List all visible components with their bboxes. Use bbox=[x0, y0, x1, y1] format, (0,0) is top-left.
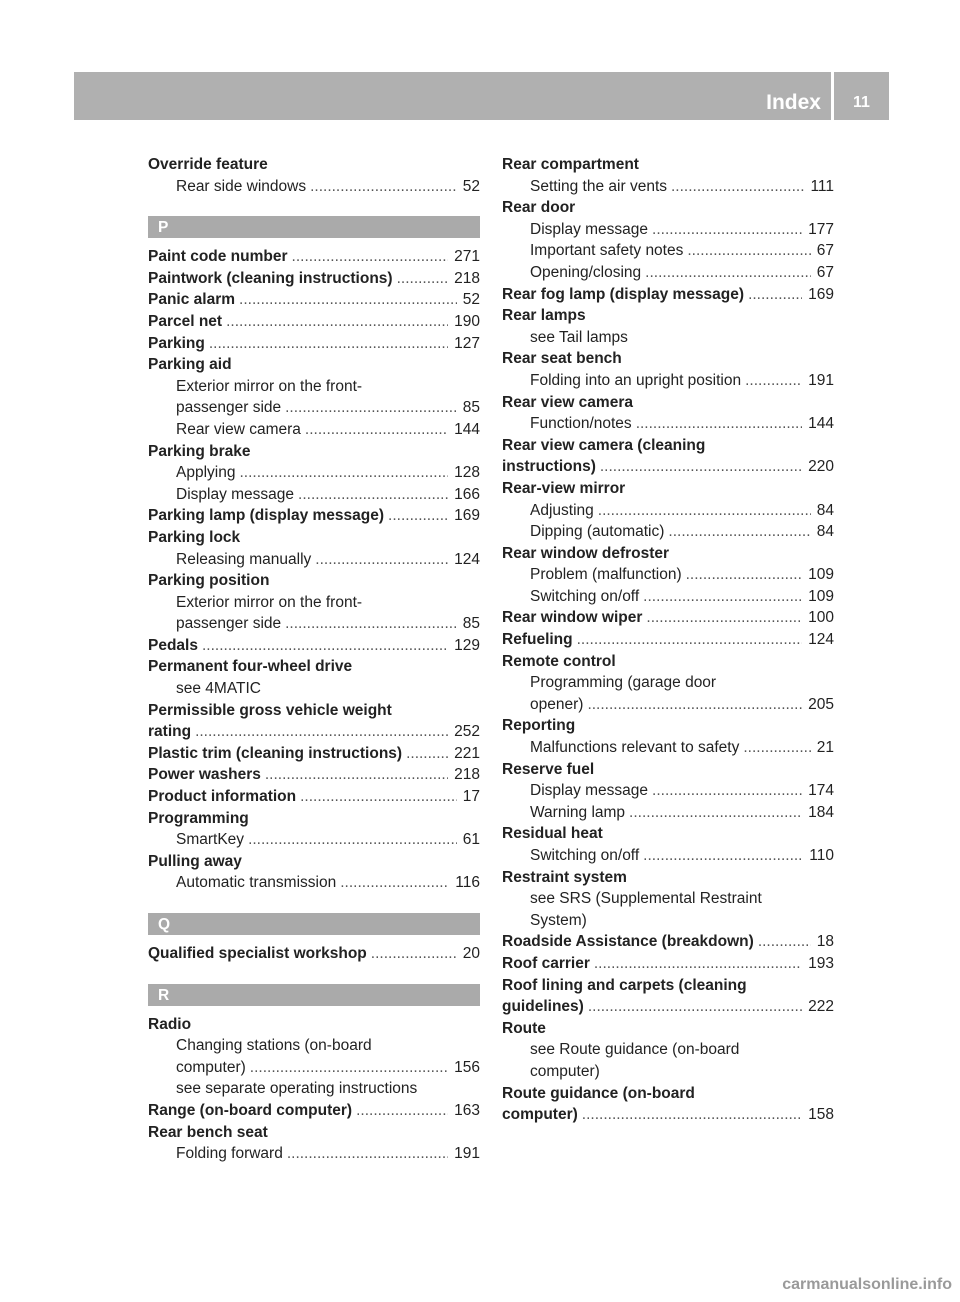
dot-leader bbox=[195, 721, 448, 743]
entry-text: computer) bbox=[502, 1106, 578, 1124]
page-ref[interactable]: 124 bbox=[808, 631, 834, 649]
dot-leader bbox=[652, 780, 802, 802]
entry-text: Rear window defroster bbox=[502, 544, 670, 562]
entry-text: Range (on-board computer) bbox=[148, 1101, 353, 1119]
entry-text: Restraint system bbox=[502, 868, 627, 886]
page-ref[interactable]: 144 bbox=[808, 415, 834, 433]
entry-text: Parking lamp (display message) bbox=[148, 507, 385, 525]
index-subentry[interactable] bbox=[502, 694, 834, 716]
index-subentry[interactable] bbox=[502, 737, 834, 759]
entry-text: passenger side bbox=[176, 399, 282, 417]
entry-text: opener) bbox=[530, 695, 584, 713]
index-entry bbox=[502, 975, 834, 997]
page-ref[interactable]: 190 bbox=[454, 312, 480, 330]
dot-leader bbox=[202, 635, 448, 657]
index-entry bbox=[502, 348, 834, 370]
index-entry bbox=[502, 651, 834, 673]
entry-text: Display message bbox=[530, 782, 649, 800]
index-entry bbox=[502, 1083, 834, 1105]
entry-text: see separate operating instructions bbox=[176, 1080, 418, 1098]
page-ref[interactable]: 20 bbox=[462, 945, 480, 962]
index-subentry[interactable] bbox=[148, 176, 480, 198]
index-entry bbox=[148, 700, 480, 722]
index-entry bbox=[148, 441, 480, 463]
section-letter-r: R bbox=[148, 984, 480, 1006]
index-subentry[interactable] bbox=[148, 549, 480, 571]
entry-text: Rear-view mirror bbox=[502, 479, 626, 497]
page-ref[interactable]: 17 bbox=[462, 788, 480, 806]
index-subentry bbox=[148, 1035, 480, 1057]
page-header-bar bbox=[74, 72, 889, 120]
dot-leader bbox=[300, 786, 457, 808]
index-entry[interactable] bbox=[502, 931, 834, 953]
index-subentry[interactable] bbox=[502, 176, 834, 198]
page-ref[interactable]: 61 bbox=[462, 831, 480, 849]
index-entry[interactable] bbox=[148, 786, 480, 808]
entry-text: Roadside Assistance (breakdown) bbox=[502, 933, 754, 951]
dot-leader bbox=[577, 629, 803, 651]
entry-text: guidelines) bbox=[502, 998, 584, 1016]
dot-leader bbox=[758, 931, 811, 953]
entry-text: Power washers bbox=[148, 766, 261, 784]
entry-text: computer) bbox=[176, 1058, 246, 1076]
page-ref[interactable]: 191 bbox=[808, 371, 834, 389]
index-entry[interactable] bbox=[148, 268, 480, 290]
entry-text: Exterior mirror on the front- bbox=[176, 377, 363, 395]
dot-leader bbox=[598, 500, 811, 522]
page-ref[interactable]: 111 bbox=[810, 177, 834, 195]
dot-leader bbox=[687, 240, 810, 262]
index-subentry[interactable] bbox=[502, 564, 834, 586]
entry-text: Parking lock bbox=[148, 528, 241, 546]
page-ref[interactable]: 129 bbox=[454, 636, 480, 654]
header-title: Index bbox=[766, 91, 821, 114]
index-subentry bbox=[502, 672, 834, 694]
index-entry bbox=[502, 1018, 834, 1040]
dot-leader bbox=[587, 694, 802, 716]
dot-leader bbox=[406, 743, 448, 765]
index-entry[interactable] bbox=[502, 1104, 834, 1126]
entry-text: Reporting bbox=[502, 717, 576, 735]
index-column-right bbox=[502, 154, 834, 1126]
entry-text: Residual heat bbox=[502, 825, 603, 843]
entry-text: Rear compartment bbox=[502, 156, 639, 173]
index-entry[interactable] bbox=[148, 311, 480, 333]
index-entry[interactable] bbox=[148, 764, 480, 786]
index-entry bbox=[502, 823, 834, 845]
entry-text: Automatic transmission bbox=[176, 874, 337, 892]
entry-text: Plastic trim (cleaning instructions) bbox=[148, 744, 403, 762]
entry-text: Rear lamps bbox=[502, 307, 586, 325]
entry-text: Override feature bbox=[148, 156, 268, 173]
page-ref[interactable]: 184 bbox=[808, 803, 834, 821]
entry-text: System) bbox=[530, 911, 587, 929]
index-entry bbox=[502, 478, 834, 500]
entry-text: Opening/closing bbox=[530, 263, 642, 281]
section-letter-q: Q bbox=[148, 913, 480, 935]
entry-text: Rear view camera bbox=[176, 420, 301, 438]
index-entry bbox=[502, 392, 834, 414]
dot-leader bbox=[310, 176, 457, 198]
dot-leader bbox=[588, 996, 802, 1018]
dot-leader bbox=[652, 219, 802, 241]
index-subentry[interactable] bbox=[502, 219, 834, 241]
dot-leader bbox=[600, 456, 802, 478]
entry-text: see Route guidance (on-board bbox=[530, 1041, 740, 1059]
index-subentry[interactable] bbox=[502, 500, 834, 522]
entry-text: Programming (garage door bbox=[530, 674, 717, 692]
dot-leader bbox=[645, 262, 811, 284]
index-entry[interactable] bbox=[502, 284, 834, 306]
entry-text: Pedals bbox=[148, 636, 198, 654]
entry-text: Rear view camera (cleaning bbox=[502, 436, 706, 454]
page-ref[interactable]: 109 bbox=[808, 587, 834, 605]
index-subentry[interactable] bbox=[502, 413, 834, 435]
index-subentry[interactable] bbox=[148, 484, 480, 506]
page-ref[interactable]: 220 bbox=[808, 458, 834, 476]
index-subentry bbox=[148, 376, 480, 398]
page-ref[interactable]: 110 bbox=[809, 847, 834, 864]
entry-text: Display message bbox=[530, 220, 649, 238]
index-subentry[interactable] bbox=[148, 829, 480, 851]
entry-text: Folding forward bbox=[176, 1145, 283, 1163]
page-ref[interactable]: 84 bbox=[816, 523, 834, 541]
index-entry bbox=[502, 543, 834, 565]
entry-text: Route guidance (on-board bbox=[502, 1084, 695, 1102]
entry-text: Switching on/off bbox=[530, 587, 640, 605]
entry-text: Route bbox=[502, 1019, 546, 1037]
entry-text: Pulling away bbox=[148, 852, 242, 870]
dot-leader bbox=[636, 413, 802, 435]
index-entry bbox=[148, 808, 480, 830]
page-ref[interactable]: 218 bbox=[454, 766, 480, 784]
page-ref[interactable]: 21 bbox=[816, 739, 834, 757]
dot-leader bbox=[594, 953, 802, 975]
entry-text: Parking position bbox=[148, 572, 270, 590]
entry-text: Adjusting bbox=[530, 501, 594, 519]
index-subentry[interactable] bbox=[502, 262, 834, 284]
page-ref[interactable]: 252 bbox=[454, 723, 480, 741]
entry-text: Switching on/off bbox=[530, 847, 640, 864]
entry-text: Function/notes bbox=[530, 415, 632, 433]
entry-text: Applying bbox=[176, 464, 236, 482]
index-entry bbox=[502, 867, 834, 889]
dot-leader bbox=[285, 397, 457, 419]
index-entry[interactable] bbox=[502, 996, 834, 1018]
page-ref[interactable]: 169 bbox=[454, 507, 480, 525]
entry-text: see SRS (Supplemental Restraint bbox=[530, 890, 762, 908]
index-subentry[interactable] bbox=[148, 872, 480, 894]
index-entry[interactable] bbox=[502, 629, 834, 651]
index-entry bbox=[502, 715, 834, 737]
index-entry[interactable] bbox=[148, 505, 480, 527]
entry-text: SmartKey bbox=[176, 831, 245, 849]
entry-text: Refueling bbox=[502, 631, 573, 649]
index-entry[interactable] bbox=[148, 333, 480, 355]
entry-text: Parking brake bbox=[148, 442, 251, 460]
dot-leader bbox=[305, 419, 448, 441]
index-subentry[interactable] bbox=[502, 370, 834, 392]
index-subentry[interactable] bbox=[148, 462, 480, 484]
entry-text: Parcel net bbox=[148, 312, 223, 330]
dot-leader bbox=[748, 284, 802, 306]
index-entry bbox=[502, 759, 834, 781]
section-letter-p: P bbox=[148, 216, 480, 238]
dot-leader bbox=[397, 268, 449, 290]
entry-text: Problem (malfunction) bbox=[530, 566, 682, 584]
index-subentry[interactable] bbox=[502, 780, 834, 802]
index-subentry[interactable] bbox=[502, 586, 834, 608]
dot-leader bbox=[745, 370, 802, 392]
index-subentry bbox=[148, 592, 480, 614]
index-entry bbox=[502, 154, 834, 176]
index-entry bbox=[148, 851, 480, 873]
page-ref[interactable]: 218 bbox=[454, 269, 480, 287]
dot-leader bbox=[298, 484, 448, 506]
dot-leader bbox=[643, 845, 803, 867]
index-entry bbox=[148, 656, 480, 678]
page-ref[interactable]: 85 bbox=[462, 399, 480, 417]
index-subentry[interactable] bbox=[502, 845, 834, 867]
page-ref[interactable]: 116 bbox=[455, 874, 480, 892]
index-entry bbox=[148, 527, 480, 549]
page-ref[interactable]: 158 bbox=[808, 1106, 834, 1124]
entry-text: Rear seat bench bbox=[502, 350, 622, 368]
dot-leader bbox=[371, 943, 457, 965]
index-subentry[interactable] bbox=[148, 419, 480, 441]
page-ref[interactable]: 67 bbox=[816, 242, 834, 260]
index-entry[interactable] bbox=[148, 246, 480, 268]
index-subentry bbox=[502, 1061, 834, 1083]
entry-text: Rear fog lamp (display message) bbox=[502, 285, 745, 303]
entry-text: Folding into an upright position bbox=[530, 371, 742, 389]
page-ref[interactable]: 166 bbox=[454, 485, 480, 503]
index-subentry bbox=[502, 1039, 834, 1061]
page-ref[interactable]: 124 bbox=[454, 550, 480, 568]
dot-leader bbox=[582, 1104, 802, 1126]
index-subentry[interactable] bbox=[148, 613, 480, 635]
dot-leader bbox=[287, 1143, 448, 1165]
entry-text: Rear window wiper bbox=[502, 609, 643, 627]
entry-text: Rear door bbox=[502, 199, 576, 217]
entry-text: Exterior mirror on the front- bbox=[176, 593, 363, 611]
entry-text: Radio bbox=[148, 1015, 192, 1033]
entry-text: see 4MATIC bbox=[176, 680, 261, 698]
entry-text: Remote control bbox=[502, 652, 616, 670]
index-subentry bbox=[502, 327, 834, 349]
entry-text: Programming bbox=[148, 809, 249, 827]
entry-text: Rear bench seat bbox=[148, 1123, 268, 1141]
page-ref[interactable]: 221 bbox=[454, 744, 480, 762]
entry-text: Permanent four-wheel drive bbox=[148, 658, 353, 676]
page-ref[interactable]: 222 bbox=[808, 998, 834, 1016]
dot-leader bbox=[356, 1100, 448, 1122]
page-ref[interactable]: 84 bbox=[816, 501, 834, 519]
index-subentry[interactable] bbox=[148, 397, 480, 419]
index-subentry[interactable] bbox=[148, 1143, 480, 1165]
page-ref[interactable]: 177 bbox=[808, 220, 834, 238]
index-column-left bbox=[148, 154, 480, 1165]
dot-leader bbox=[315, 549, 448, 571]
page-ref[interactable]: 174 bbox=[808, 782, 834, 800]
page-ref[interactable]: 128 bbox=[454, 464, 480, 482]
page-ref[interactable]: 109 bbox=[808, 566, 834, 584]
entry-text: Reserve fuel bbox=[502, 760, 595, 778]
index-subentry bbox=[502, 888, 834, 910]
dot-leader bbox=[340, 872, 449, 894]
entry-text: Changing stations (on-board bbox=[176, 1037, 372, 1055]
index-subentry[interactable] bbox=[502, 521, 834, 543]
entry-text: Rear view camera bbox=[502, 393, 633, 411]
entry-text: Releasing manually bbox=[176, 550, 312, 568]
entry-text: Dipping (automatic) bbox=[530, 523, 665, 541]
entry-text: Product information bbox=[148, 788, 297, 806]
entry-text: Parking aid bbox=[148, 356, 232, 374]
dot-leader bbox=[388, 505, 448, 527]
watermark-logo: carmanualsonline.info bbox=[782, 1276, 952, 1293]
index-entry bbox=[502, 197, 834, 219]
dot-leader bbox=[646, 607, 802, 629]
page-ref[interactable]: 205 bbox=[808, 695, 834, 713]
index-subentry bbox=[148, 1078, 480, 1100]
index-entry[interactable] bbox=[148, 743, 480, 765]
index-entry bbox=[502, 435, 834, 457]
entry-text: Permissible gross vehicle weight bbox=[148, 701, 392, 719]
entry-text: Parking bbox=[148, 334, 205, 352]
entry-text: Important safety notes bbox=[530, 242, 684, 260]
dot-leader bbox=[686, 564, 803, 586]
dot-leader bbox=[239, 462, 448, 484]
index-entry bbox=[148, 1122, 480, 1144]
dot-leader bbox=[250, 1057, 448, 1079]
index-entry bbox=[148, 1014, 480, 1036]
dot-leader bbox=[239, 289, 457, 311]
entry-text: passenger side bbox=[176, 615, 282, 633]
index-entry[interactable] bbox=[148, 635, 480, 657]
entry-text: Roof carrier bbox=[502, 954, 590, 972]
page-ref[interactable]: 156 bbox=[454, 1058, 480, 1076]
index-subentry bbox=[148, 678, 480, 700]
page-ref[interactable]: 18 bbox=[816, 933, 834, 951]
index-entry bbox=[148, 154, 480, 176]
dot-leader bbox=[668, 521, 810, 543]
dot-leader bbox=[248, 829, 457, 851]
index-entry bbox=[148, 570, 480, 592]
entry-text: computer) bbox=[530, 1062, 600, 1080]
dot-leader bbox=[629, 802, 802, 824]
entry-text: Warning lamp bbox=[530, 803, 626, 821]
entry-text: Panic alarm bbox=[148, 291, 236, 309]
page-ref[interactable]: 163 bbox=[454, 1101, 480, 1119]
dot-leader bbox=[292, 246, 449, 268]
dot-leader bbox=[209, 333, 448, 355]
index-subentry[interactable] bbox=[502, 802, 834, 824]
index-subentry bbox=[502, 910, 834, 932]
page-ref[interactable]: 100 bbox=[808, 609, 834, 627]
index-entry[interactable] bbox=[148, 721, 480, 743]
entry-text: Rear side windows bbox=[176, 177, 307, 195]
entry-text: Roof lining and carpets (cleaning bbox=[502, 976, 747, 994]
index-entry bbox=[502, 305, 834, 327]
index-subentry[interactable] bbox=[148, 1057, 480, 1079]
index-entry[interactable] bbox=[148, 1100, 480, 1122]
entry-text: rating bbox=[148, 723, 192, 741]
index-subentry[interactable] bbox=[502, 240, 834, 262]
page-ref[interactable]: 52 bbox=[462, 291, 480, 309]
entry-text: Setting the air vents bbox=[530, 177, 667, 195]
entry-text: Malfunctions relevant to safety bbox=[530, 739, 740, 757]
dot-leader bbox=[671, 176, 804, 198]
page-ref[interactable]: 144 bbox=[454, 420, 480, 438]
page-ref[interactable]: 271 bbox=[454, 248, 480, 266]
dot-leader bbox=[265, 764, 448, 786]
page-ref[interactable]: 52 bbox=[462, 177, 480, 195]
entry-text: instructions) bbox=[502, 458, 596, 476]
dot-leader bbox=[226, 311, 448, 333]
page-ref[interactable]: 127 bbox=[454, 334, 480, 352]
page-ref[interactable]: 67 bbox=[816, 263, 834, 281]
index-entry[interactable] bbox=[502, 607, 834, 629]
entry-text: Paintwork (cleaning instructions) bbox=[148, 269, 393, 287]
dot-leader bbox=[285, 613, 457, 635]
dot-leader bbox=[743, 737, 810, 759]
dot-leader bbox=[643, 586, 802, 608]
page-number: 11 bbox=[853, 94, 870, 111]
entry-text: Paint code number bbox=[148, 248, 288, 266]
index-entry bbox=[148, 354, 480, 376]
page-ref[interactable]: 169 bbox=[808, 285, 834, 303]
entry-text: Display message bbox=[176, 485, 295, 503]
page-ref[interactable]: 85 bbox=[462, 615, 480, 633]
index-entry[interactable] bbox=[148, 943, 480, 965]
index-entry[interactable] bbox=[148, 289, 480, 311]
page-ref[interactable]: 191 bbox=[454, 1145, 480, 1163]
entry-text: Qualified specialist workshop bbox=[148, 945, 367, 962]
page-ref[interactable]: 193 bbox=[808, 954, 834, 972]
entry-text: see Tail lamps bbox=[530, 328, 628, 346]
index-entry[interactable] bbox=[502, 953, 834, 975]
index-entry[interactable] bbox=[502, 456, 834, 478]
